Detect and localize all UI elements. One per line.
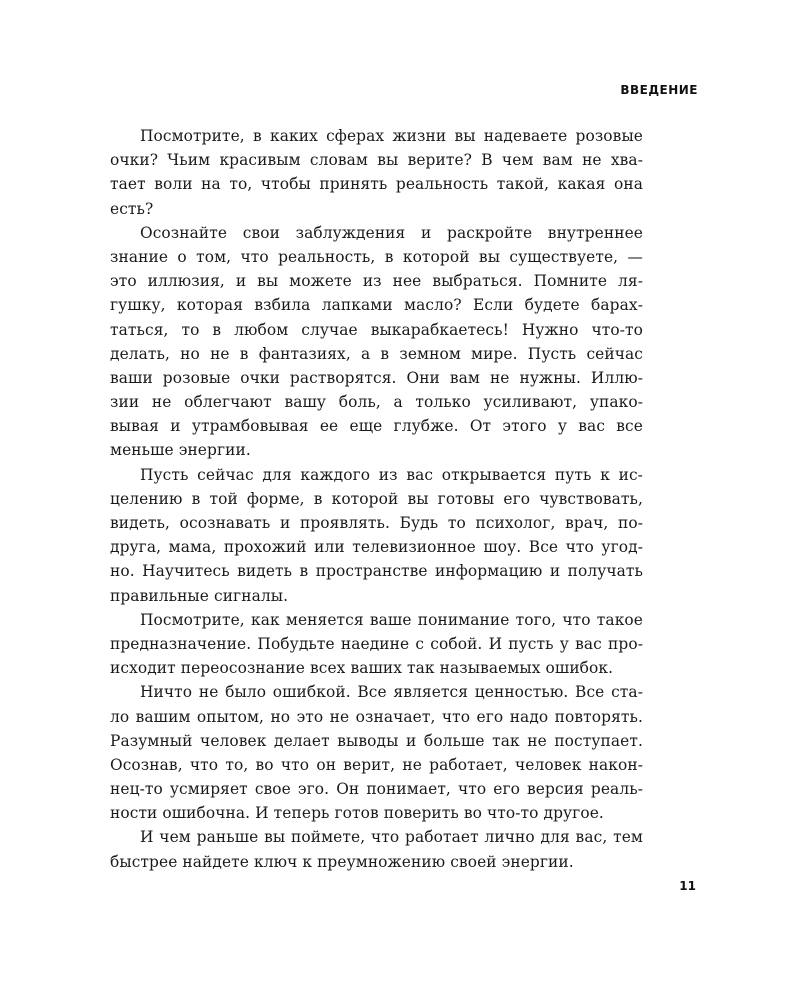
- text-line: зии не облегчают вашу боль, а только усиливают, упако-: [110, 393, 643, 412]
- text-line: Разумный человек делает выводы и больше так не поступает.: [110, 731, 643, 750]
- text-line: ности ошибочна. И теперь готов поверить во что-то другое.: [110, 804, 604, 823]
- text-line: таться, то в любом случае выкарабкаетесь! Нужно что-то: [110, 320, 643, 339]
- body-text: [110, 124, 643, 874]
- paragraph: [110, 463, 643, 608]
- text-line: но. Научитесь видеть в пространстве информацию и получать: [110, 562, 643, 581]
- text-line: это иллюзия, и вы можете из нее выбраться. Помните ля-: [110, 272, 643, 291]
- paragraph: [110, 825, 643, 873]
- text-line: гушку, которая взбила лапками масло? Если будете барах-: [110, 296, 643, 315]
- page-number: 11: [679, 879, 696, 893]
- text-line: ваши розовые очки растворятся. Они вам не нужны. Иллю-: [110, 368, 643, 387]
- text-line: видеть, осознавать и проявлять. Будь то психолог, врач, по-: [110, 514, 643, 532]
- text-line: Посмотрите, в каких сферах жизни вы надеваете розовые: [140, 127, 643, 145]
- text-line: Осознав, что то, во что он верит, не работает, человек након-: [110, 755, 643, 774]
- paragraph: [110, 221, 643, 463]
- text-line: быстрее найдете ключ к преумножению своей энергии.: [110, 852, 574, 871]
- text-line: Пусть сейчас для каждого из вас открывается путь к ис-: [140, 465, 643, 484]
- text-line: Ничто не было ошибкой. Все является ценностью. Все ста-: [140, 683, 643, 702]
- text-line: Посмотрите, как меняется ваше понимание того, что такое: [140, 610, 643, 629]
- text-line: исходит переосознание всех ваших так называемых ошибок.: [110, 659, 614, 678]
- text-line: тает воли на то, чтобы принять реальность такой, какая она: [110, 175, 643, 194]
- text-line: знание о том, что реальность, в которой вы существуете, —: [110, 247, 643, 266]
- text-line: есть?: [110, 199, 154, 218]
- running-head: ВВЕДЕНИЕ: [620, 83, 698, 97]
- text-line: ло вашим опытом, но это не означает, что его надо повторять.: [110, 707, 643, 726]
- paragraph: [110, 680, 643, 825]
- text-line: делать, но не в фантазиях, а в земном мире. Пусть сейчас: [110, 344, 643, 363]
- text-line: вывая и утрамбовывая ее еще глубже. От этого у вас все: [110, 417, 643, 436]
- text-line: меньше энергии.: [110, 441, 251, 460]
- text-line: правильные сигналы.: [110, 586, 289, 605]
- text-line: нец-то усмиряет свое эго. Он понимает, что его версия реаль-: [110, 780, 643, 799]
- text-line: целению в той форме, в которой вы готовы его чувствовать,: [110, 489, 643, 508]
- text-line: Осознайте свои заблуждения и раскройте внутреннее: [140, 223, 643, 242]
- text-line: друга, мама, прохожий или телевизионное шоу. Все что угод-: [110, 538, 643, 557]
- paragraph: [110, 124, 643, 221]
- text-line: предназначение. Побудьте наедине с собой. И пусть у вас про-: [110, 634, 643, 653]
- text-line: очки? Чьим красивым словам вы верите? В чем вам не хва-: [110, 151, 643, 170]
- paragraph: [110, 608, 643, 681]
- text-line: И чем раньше вы поймете, что работает лично для вас, тем: [140, 828, 643, 847]
